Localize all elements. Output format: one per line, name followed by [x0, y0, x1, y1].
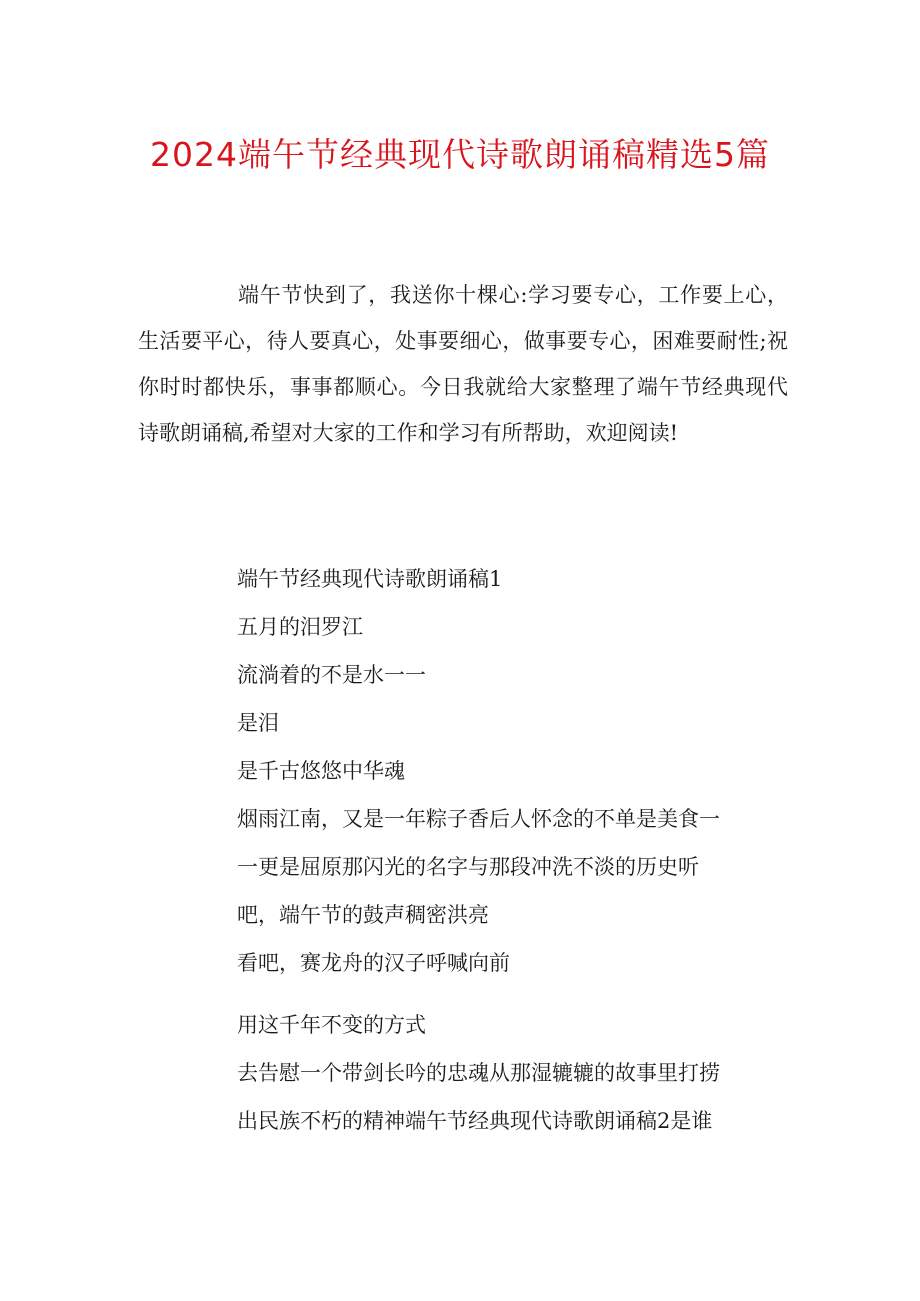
poem-line: 出民族不朽的精神端午节经典现代诗歌朗诵稿2是谁: [237, 1109, 713, 1133]
poem-body: [237, 555, 797, 1145]
poem-line: 流淌着的不是水一一: [237, 663, 426, 687]
poem-line: 烟雨江南，又是一年粽子香后人怀念的不单是美食一: [237, 807, 720, 831]
poem-line: 是泪: [237, 711, 279, 735]
poem-line: 吧，端午节的鼓声稠密洪亮: [237, 903, 489, 927]
poem-line: 看吧，赛龙舟的汉子呼喊向前: [237, 951, 510, 975]
poem-line: 是千古悠悠中华魂: [237, 759, 405, 783]
poem-line: 去告慰一个带剑长吟的忠魂从那湿辘辘的故事里打捞: [237, 1061, 720, 1085]
intro-paragraph: 端午节快到了，我送你十棵心:学习要专心，工作要上心，生活要平心，待人要真心，处事要细心，做事要专心，困难要耐性;祝你时时都快乐，事事都顺心。今日我就给大家整理了端午节经典现代诗歌朗诵稿,希望对大家的工作和学习有所帮助，欢迎阅读!: [138, 283, 788, 445]
poem-line: 五月的汨罗江: [237, 615, 363, 639]
poem-heading: 端午节经典现代诗歌朗诵稿1: [237, 567, 503, 591]
poem-line: 用这千年不变的方式: [237, 1013, 426, 1037]
document-title: 2024端午节经典现代诗歌朗诵稿精选5篇: [150, 135, 770, 174]
poem-line: 一更是屈原那闪光的名字与那段冲洗不淡的历史听: [237, 855, 699, 879]
